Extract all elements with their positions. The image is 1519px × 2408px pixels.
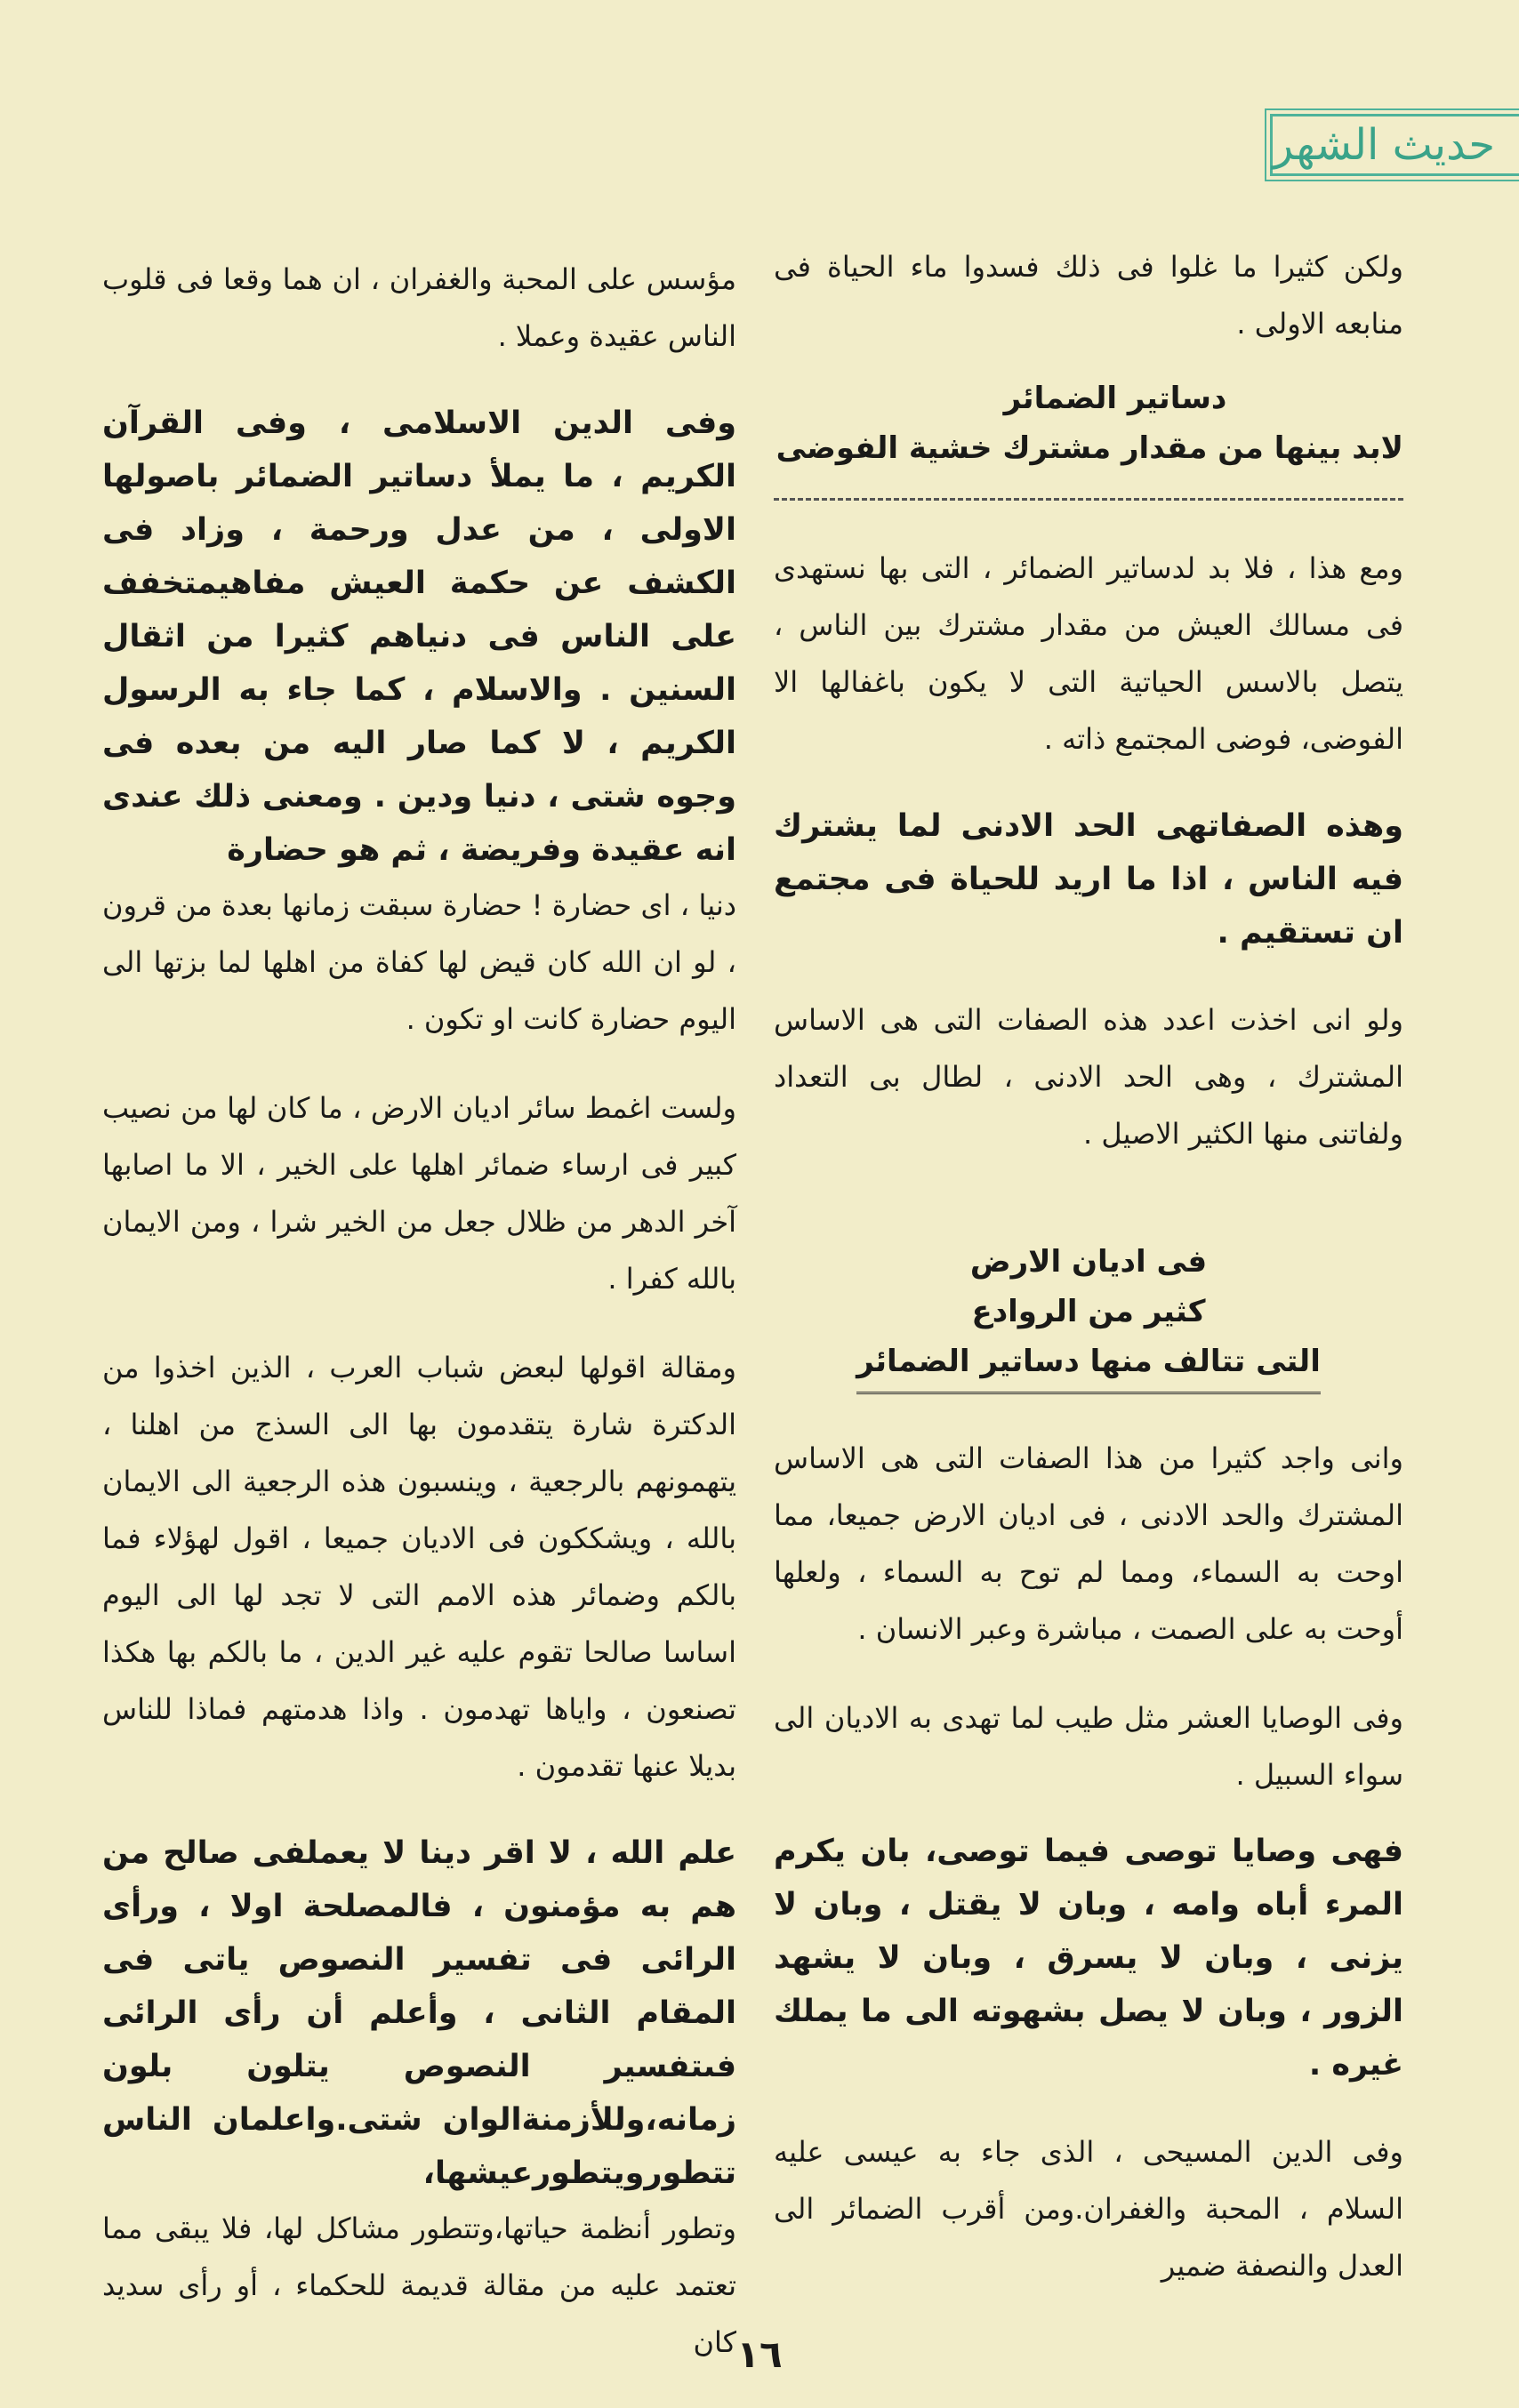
paragraph: ولو انى اخذت اعدد هذه الصفات التى هى الاساس المشترك ، وهى الحد الادنى ، لطال بى التعداد ولفاتنى منها الكثير الاصيل . bbox=[774, 1003, 1403, 1151]
heading-constitutions bbox=[774, 373, 1403, 480]
divider bbox=[774, 498, 1403, 501]
paragraph: ومقالة اقولها لبعض شباب العرب ، الذين اخذوا من الدكترة شارة يتقدمون بها الى السذج من اهلنا ، يتهمونهم بالرجعية ، وينسبون هذه الرجعية الى الايمان بالله ، ويشككون فى الاديان جميعا ، اقول لهؤلاء فما بالكم وضمائر هذه الامم التى لا تجد لها الى اليوم اساسا صالحا تقوم عليه غير الدين ، ما بالكم بها هكذا تصنعون ، واياها تهدمون . واذا هدمتهم فماذا للناس بديلا عنها تقدمون . bbox=[102, 1351, 736, 1783]
bold-paragraph: وفى الدين الاسلامى ، وفى القرآن الكريم ، ما يملأ دساتير الضمائر باصولها الاولى ، من عدل ورحمة ، وزاد فى الكشف عن حكمة العيش مفاهيمتخفف على الناس فى دنياهم كثيرا من اثقال السنين . والاسلام ، كما جاء به الرسول الكريم ، لا كما صار اليه من بعده فى وجوه شتى ، دنيا ودين . ومعنى ذلك عندى انه عقيدة وفريضة ، ثم هو حضارة bbox=[102, 405, 736, 868]
page-number: ١٦ bbox=[736, 2332, 783, 2376]
paragraph: مؤسس على المحبة والغفران ، ان هما وقعا فى قلوب الناس عقيدة وعملا . bbox=[102, 262, 736, 353]
paragraph: ومع هذا ، فلا بد لدساتير الضمائر ، التى بها نستهدى فى مسالك العيش من مقدار مشترك بين الناس ، يتصل بالاسس الحياتية التى لا يكون باغفالها الا الفوضى، فوضى المجتمع ذاته . bbox=[774, 551, 1403, 756]
paragraph: دنيا ، اى حضارة ! حضارة سبقت زمانها بعدة من قرون ، لو ان الله كان قيض لها كفاة من اهلها لما بزتها الى اليوم حضارة كانت او تكون . bbox=[102, 888, 736, 1036]
paragraph: وتطور أنظمة حياتها،وتتطور مشاكل لها، فلا يبقى مما تعتمد عليه من مقالة قديمة للحكماء ، أو رأى سديد كان bbox=[102, 2211, 736, 2359]
heading-constitutions-title: دساتير الضمائر bbox=[1003, 381, 1227, 416]
heading-constitutions-subtitle: لابد بينها من مقدار مشترك خشية الفوضى bbox=[776, 430, 1403, 466]
paragraph: ولست اغمط سائر اديان الارض ، ما كان لها من نصيب كبير فى ارساء ضمائر اهلها على الخير ، الا ما اصابها آخر الدهر من ظلال جعل من الخير شرا ، ومن الايمان بالله كفرا . bbox=[102, 1091, 736, 1296]
bold-paragraph: علم الله ، لا اقر دينا لا يعملفى صالح من هم به مؤمنون ، فالمصلحة اولا ، ورأى الرائى فى تفسير النصوص ياتى فى المقام الثانى ، وأعلم أن رأى الرائى فىتفسير النصوص يتلون بلون زمانه،وللأزمنةالوان شتى.واعلمان الناس تتطورويتطورعيشها، bbox=[102, 1835, 736, 2191]
paragraph: وانى واجد كثيرا من هذا الصفات التى هى الاساس المشترك والحد الادنى ، فى اديان الارض جميعا، مما اوحت به السماء، ومما لم توح به السماء ، ولعلها أوحت به على الصمت ، مباشرة وعبر الانسان . bbox=[774, 1441, 1403, 1646]
bold-paragraph: فهى وصايا توصى فيما توصى، بان يكرم المرء أباه وامه ، وبان لا يقتل ، وبان لا يزنى ، وبان لا يسرق ، وبان لا يشهد الزور ، وبان لا يصل بشهوته الى ما يملك غيره . bbox=[774, 1834, 1403, 2083]
section-tag: حديث الشهر bbox=[1270, 114, 1519, 176]
paragraph: وفى الدين المسيحى ، الذى جاء به عيسى عليه السلام ، المحبة والغفران.ومن أقرب الضمائر الى العدل والنصفة ضمير bbox=[774, 2135, 1403, 2283]
right-column bbox=[774, 238, 1403, 2326]
left-column bbox=[102, 251, 736, 2403]
heading-religions-line2: كثير من الروادع bbox=[971, 1294, 1206, 1329]
heading-religions bbox=[774, 1237, 1403, 1394]
heading-religions-line3: التى تتالف منها دساتير الضمائر bbox=[856, 1336, 1321, 1394]
bold-paragraph: وهذه الصفاتهى الحد الادنى لما يشترك فيه الناس ، اذا ما اريد للحياة فى مجتمع ان تستقيم . bbox=[774, 808, 1403, 951]
intro-paragraph: ولكن كثيرا ما غلوا فى ذلك فسدوا ماء الحياة فى منابعه الاولى . bbox=[774, 250, 1403, 341]
heading-religions-line1: فى اديان الارض bbox=[969, 1244, 1208, 1280]
paragraph: وفى الوصايا العشر مثل طيب لما تهدى به الاديان الى سواء السبيل . bbox=[774, 1701, 1403, 1792]
